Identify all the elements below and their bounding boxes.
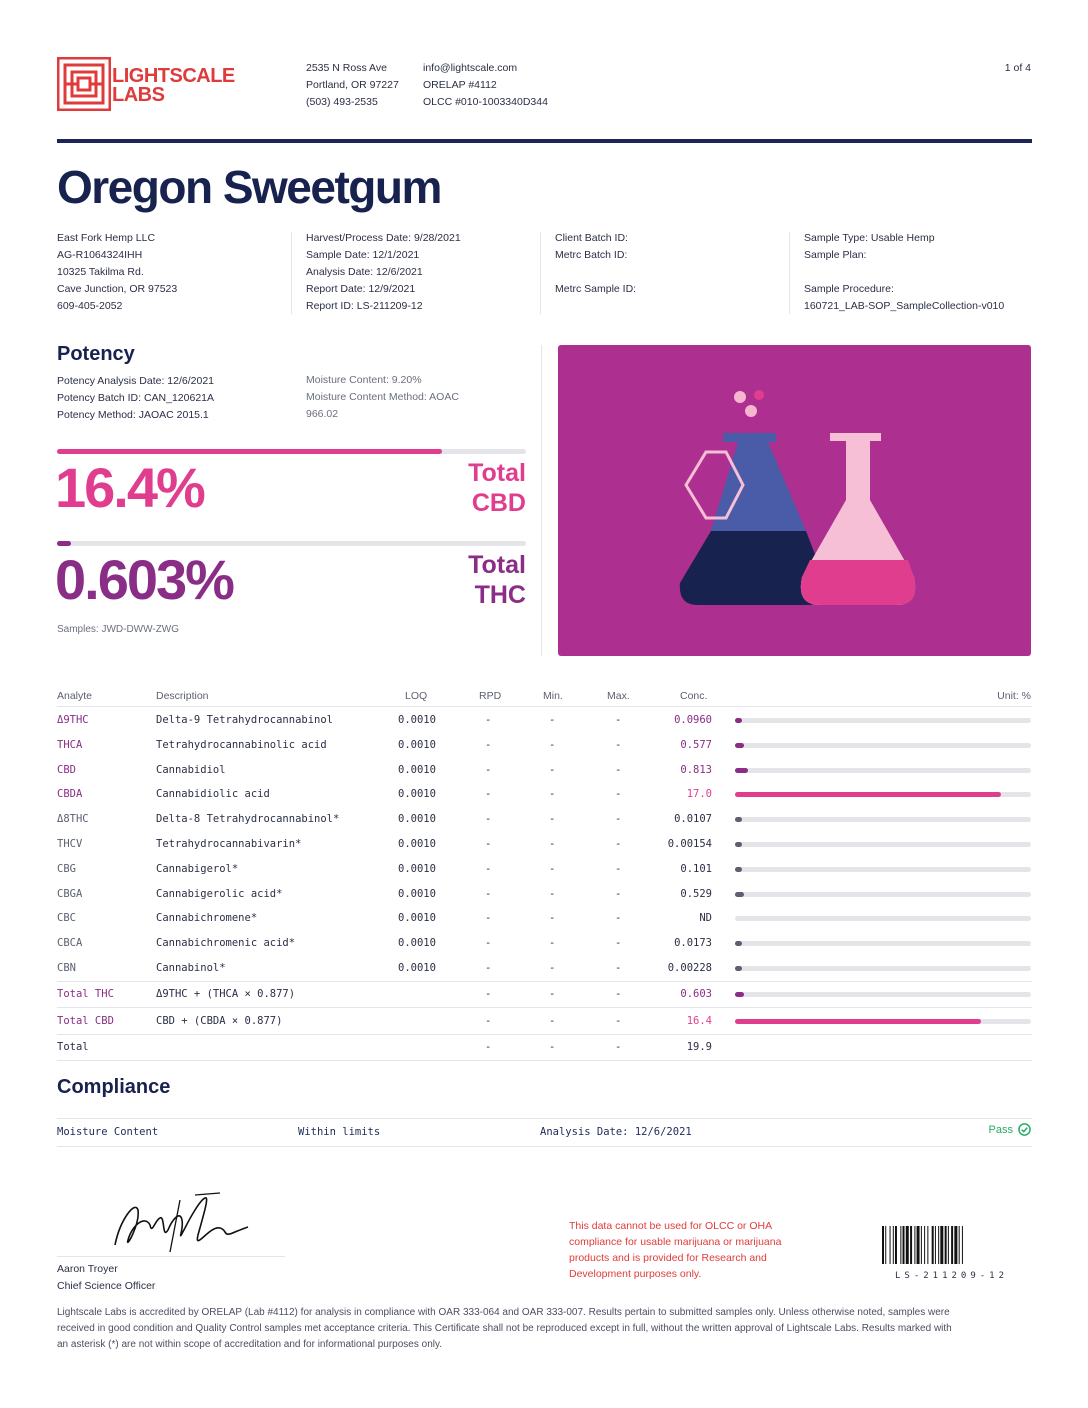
analyte-name: CBD xyxy=(57,763,76,776)
analyte-name: Total CBD xyxy=(57,1014,114,1027)
analyte-min: - xyxy=(549,838,556,850)
analyte-name: CBN xyxy=(57,962,76,974)
analyte-concentration: 0.577 xyxy=(680,738,712,751)
analyte-loq: 0.0010 xyxy=(398,738,436,751)
col-unit: Unit: % xyxy=(997,690,1031,702)
check-circle-icon xyxy=(1018,1123,1031,1136)
analyte-min: - xyxy=(549,862,556,875)
barcode-bar xyxy=(903,1226,905,1264)
analyte-concentration: 0.0173 xyxy=(674,937,712,950)
divider xyxy=(541,345,542,656)
potency-meta: Potency Analysis Date: 12/6/2021 Potency Batch ID: CAN_120621A Potency Method: JAOAC 2015.1 xyxy=(57,375,215,421)
analyte-max: - xyxy=(615,887,622,900)
analyte-min: - xyxy=(549,1014,556,1027)
analyte-max: - xyxy=(615,738,622,751)
concentration-bar-fill xyxy=(735,842,742,847)
analyte-max: - xyxy=(615,988,622,1000)
barcode-bar xyxy=(962,1226,963,1264)
concentration-bar xyxy=(735,842,1031,847)
table-rule xyxy=(57,706,1032,707)
barcode-bar xyxy=(935,1226,936,1264)
concentration-bar-fill xyxy=(735,892,744,897)
analyte-rpd: - xyxy=(485,813,492,826)
barcode-bar xyxy=(910,1226,912,1264)
analyte-min: - xyxy=(549,937,556,950)
analyte-rpd: - xyxy=(485,887,492,900)
col-conc: Conc. xyxy=(680,690,708,702)
analyte-min: - xyxy=(549,1041,556,1053)
col-description: Description xyxy=(156,690,209,702)
analyte-name: CBGA xyxy=(57,887,83,900)
analyte-loq: 0.0010 xyxy=(398,862,436,875)
concentration-bar xyxy=(735,992,1031,997)
analyte-max: - xyxy=(615,1041,622,1053)
page-number: 1 of 4 xyxy=(1004,62,1031,74)
analyte-loq: 0.0010 xyxy=(398,763,436,776)
analyte-rpd: - xyxy=(485,1014,492,1027)
concentration-bar-fill xyxy=(735,743,744,748)
analyte-description: Tetrahydrocannabinolic acid xyxy=(156,738,327,751)
total-thc-label: Total THC xyxy=(468,551,526,609)
disclaimer: This data cannot be used for OLCC or OHA compliance for usable marijuana or marijuana products and is provided for Research and Development purposes only. xyxy=(569,1220,782,1280)
signature-line xyxy=(57,1256,285,1257)
concentration-bar-fill xyxy=(735,941,742,946)
analyte-description: Cannabichromene* xyxy=(156,912,258,925)
analyte-name: CBG xyxy=(57,862,76,875)
analyte-max: - xyxy=(615,1014,622,1027)
analyte-concentration: 0.00154 xyxy=(667,838,712,850)
thc-bar-fill xyxy=(57,541,71,546)
analyte-max: - xyxy=(615,937,622,950)
batch-info: Client Batch ID: Metrc Batch ID: Metrc Sample ID: xyxy=(555,232,637,295)
col-analyte: Analyte xyxy=(57,690,93,702)
analyte-concentration: 16.4 xyxy=(686,1014,712,1027)
total-thc-value: 0.603% xyxy=(55,548,233,611)
table-row xyxy=(57,906,1032,931)
signatory: Aaron Troyer Chief Science Officer xyxy=(57,1263,156,1292)
analyte-min: - xyxy=(549,962,556,974)
analyte-name: Total THC xyxy=(57,988,114,1000)
signature-image xyxy=(110,1190,250,1260)
analyte-name: Total xyxy=(57,1041,89,1053)
analyte-loq: 0.0010 xyxy=(398,887,436,900)
barcode-bar xyxy=(948,1226,949,1264)
analyte-rpd: - xyxy=(485,962,492,974)
analyte-max: - xyxy=(615,763,622,776)
analyte-loq: 0.0010 xyxy=(398,838,436,850)
analyte-rpd: - xyxy=(485,714,492,726)
col-min: Min. xyxy=(543,690,563,702)
analyte-concentration: 0.529 xyxy=(680,887,712,900)
table-rule xyxy=(57,1060,1032,1061)
moisture-meta: Moisture Content: 9.20% Moisture Content Method: AOAC 966.02 xyxy=(306,374,459,420)
potency-heading: Potency xyxy=(57,343,135,365)
concentration-bar xyxy=(735,1019,1031,1024)
analyte-loq: 0.0010 xyxy=(398,813,436,826)
concentration-bar xyxy=(735,941,1031,946)
barcode-bar xyxy=(890,1226,891,1264)
analyte-loq: 0.0010 xyxy=(398,912,436,925)
samples-id: Samples: JWD-DWW-ZWG xyxy=(57,624,180,635)
barcode-bar xyxy=(959,1226,960,1264)
analyte-max: - xyxy=(615,813,622,826)
analyte-rpd: - xyxy=(485,763,492,776)
barcode-bar xyxy=(893,1226,894,1264)
cbd-bar-fill xyxy=(57,449,442,454)
table-row xyxy=(57,1035,1032,1060)
analyte-description: Cannabidiol xyxy=(156,763,226,776)
analyte-loq: 0.0010 xyxy=(398,937,436,950)
barcode-bar xyxy=(954,1226,957,1264)
barcode-bar xyxy=(882,1226,884,1264)
analyte-concentration: 0.00228 xyxy=(667,962,712,974)
barcode-text: LS-211209-12 xyxy=(895,1271,1009,1281)
analyte-loq: 0.0010 xyxy=(398,962,436,974)
analyte-description: Delta-8 Tetrahydrocannabinol* xyxy=(156,813,340,826)
concentration-bar-fill xyxy=(735,792,1001,797)
analyte-min: - xyxy=(549,738,556,751)
barcode-bar xyxy=(927,1226,928,1264)
table-row xyxy=(57,807,1032,832)
analyte-description: Cannabigerolic acid* xyxy=(156,887,283,900)
concentration-bar xyxy=(735,817,1031,822)
lab-address: 2535 N Ross Ave Portland, OR 97227 (503) 493-2535 xyxy=(306,62,399,108)
concentration-bar-fill xyxy=(735,817,742,822)
compliance-heading: Compliance xyxy=(57,1076,171,1098)
barcode-bar xyxy=(885,1226,886,1264)
analyte-name: THCV xyxy=(57,838,83,850)
compliance-rule xyxy=(57,1118,1032,1119)
analyte-name: Δ8THC xyxy=(57,813,89,826)
analyte-max: - xyxy=(615,838,622,850)
table-row xyxy=(57,1009,1032,1034)
pass-label: Pass xyxy=(988,1123,1013,1136)
analyte-rpd: - xyxy=(485,912,492,925)
analyte-concentration: 0.101 xyxy=(680,862,712,875)
date-info: Harvest/Process Date: 9/28/2021 Sample Date: 12/1/2021 Analysis Date: 12/6/2021 Report Date: 12/9/2021 Report ID: LS-211209-12 xyxy=(306,232,461,312)
barcode-bar xyxy=(921,1226,922,1264)
concentration-bar xyxy=(735,768,1031,773)
analyte-min: - xyxy=(549,714,556,726)
analyte-loq: 0.0010 xyxy=(398,788,436,801)
analyte-rpd: - xyxy=(485,937,492,950)
barcode-bar xyxy=(951,1226,953,1264)
analyte-description: Δ9THC + (THCA × 0.877) xyxy=(156,988,296,1000)
analyte-min: - xyxy=(549,813,556,826)
table-row xyxy=(57,708,1032,733)
compliance-test: Moisture Content xyxy=(57,1126,159,1138)
analyte-name: Δ9THC xyxy=(57,714,89,726)
cbd-bar-track xyxy=(57,449,526,454)
col-rpd: RPD xyxy=(479,690,502,702)
table-row xyxy=(57,733,1032,758)
barcode-bar xyxy=(945,1226,947,1264)
barcode-bar xyxy=(906,1226,909,1264)
total-cbd-label: Total CBD xyxy=(468,459,526,517)
analyte-rpd: - xyxy=(485,1041,492,1053)
table-row xyxy=(57,931,1032,956)
col-max: Max. xyxy=(607,690,630,702)
concentration-bar xyxy=(735,966,1031,971)
lightscale-logo-icon xyxy=(57,57,111,111)
divider xyxy=(291,232,292,314)
analyte-description: Cannabinol* xyxy=(156,962,226,974)
analyte-description: Cannabichromenic acid* xyxy=(156,937,296,950)
divider xyxy=(789,232,790,314)
barcode-bar xyxy=(938,1226,939,1264)
concentration-bar xyxy=(735,743,1031,748)
brand-name: LIGHTSCALE LABS xyxy=(112,65,235,106)
thc-bar-track xyxy=(57,541,526,546)
analyte-max: - xyxy=(615,788,622,801)
barcode-bar xyxy=(940,1226,943,1264)
lab-email[interactable]: info@lightscale.com xyxy=(423,62,518,74)
barcode-bar xyxy=(917,1226,920,1264)
table-row xyxy=(57,857,1032,882)
analyte-concentration: 0.603 xyxy=(680,988,712,1000)
total-cbd-value: 16.4% xyxy=(55,456,204,519)
analyte-rpd: - xyxy=(485,862,492,875)
header-rule xyxy=(57,139,1032,143)
analyte-rpd: - xyxy=(485,738,492,751)
analyte-concentration: 0.0960 xyxy=(674,714,712,726)
flask-icon xyxy=(558,345,1031,656)
analyte-max: - xyxy=(615,912,622,925)
table-row xyxy=(57,956,1032,981)
analyte-description: Delta-9 Tetrahydrocannabinol xyxy=(156,714,334,726)
analyte-min: - xyxy=(549,912,556,925)
analyte-concentration: ND xyxy=(699,912,712,925)
table-row xyxy=(57,832,1032,857)
page-title: Oregon Sweetgum xyxy=(57,161,441,213)
concentration-bar-fill xyxy=(735,966,742,971)
analyte-max: - xyxy=(615,962,622,974)
analyte-description: CBD + (CBDA × 0.877) xyxy=(156,1014,283,1027)
analyte-min: - xyxy=(549,887,556,900)
sample-info: Sample Type: Usable Hemp Sample Plan: Sample Procedure: 160721_LAB-SOP_SampleCollection-v010 xyxy=(804,232,1005,312)
analyte-rpd: - xyxy=(485,988,492,1000)
analyte-concentration: 17.0 xyxy=(686,788,712,801)
analyte-min: - xyxy=(549,988,556,1000)
concentration-bar-fill xyxy=(735,867,742,872)
footer-accreditation: Lightscale Labs is accredited by ORELAP (Lab #4112) for analysis in compliance with OAR 333-064 and OAR 333-007. Results pertain to submitted samples only. Unless otherwise noted, samples were received in good condition and Quality Control samples met acceptance criteria. This Certificate shall not be reproduced except in full, without the written approval of Lightscale Labs. Results marked with an asterisk (*) are not within scope of accreditation and for informational purposes only. xyxy=(57,1307,952,1350)
analyte-concentration: 19.9 xyxy=(686,1041,712,1053)
concentration-bar-fill xyxy=(735,1019,981,1024)
concentration-bar-fill xyxy=(735,992,744,997)
analyte-name: CBC xyxy=(57,912,76,925)
table-row xyxy=(57,982,1032,1007)
analyte-description: Tetrahydrocannabivarin* xyxy=(156,838,302,850)
analyte-description: Cannabigerol* xyxy=(156,862,239,875)
analyte-loq: 0.0010 xyxy=(398,714,436,726)
analyte-description: Cannabidiolic acid xyxy=(156,788,270,801)
analyte-name: THCA xyxy=(57,738,83,751)
client-info: East Fork Hemp LLC AG-R1064324IHH 10325 Takilma Rd. Cave Junction, OR 97523 609-405-2052 xyxy=(57,232,178,312)
barcode-bar xyxy=(895,1226,897,1264)
analyte-concentration: 0.813 xyxy=(680,763,712,776)
flask-illustration xyxy=(558,345,1031,656)
concentration-bar xyxy=(735,792,1031,797)
compliance-status xyxy=(989,1123,1031,1136)
compliance-date: Analysis Date: 12/6/2021 xyxy=(540,1126,692,1138)
lab-contact: info@lightscale.com ORELAP #4112 OLCC #010-1003340D344 xyxy=(423,62,548,108)
table-row xyxy=(57,758,1032,783)
concentration-bar xyxy=(735,916,1031,921)
barcode-icon xyxy=(882,1226,1032,1264)
col-loq: LOQ xyxy=(405,690,428,702)
barcode-bar xyxy=(932,1226,934,1264)
analyte-min: - xyxy=(549,763,556,776)
analyte-max: - xyxy=(615,862,622,875)
analyte-max: - xyxy=(615,714,622,726)
analyte-rpd: - xyxy=(485,788,492,801)
concentration-bar-fill xyxy=(735,718,742,723)
analyte-rpd: - xyxy=(485,838,492,850)
compliance-limit: Within limits xyxy=(298,1126,381,1138)
analyte-concentration: 0.0107 xyxy=(674,813,712,826)
concentration-bar xyxy=(735,892,1031,897)
compliance-rule xyxy=(57,1146,1032,1147)
barcode-bar xyxy=(914,1226,915,1264)
analyte-min: - xyxy=(549,788,556,801)
table-row xyxy=(57,882,1032,907)
barcode-bar xyxy=(924,1226,925,1264)
concentration-bar xyxy=(735,867,1031,872)
divider xyxy=(540,232,541,314)
concentration-bar xyxy=(735,718,1031,723)
concentration-bar-fill xyxy=(735,768,748,773)
analyte-name: CBDA xyxy=(57,788,83,801)
analyte-name: CBCA xyxy=(57,937,83,950)
barcode-bar xyxy=(900,1226,901,1264)
table-row xyxy=(57,782,1032,807)
